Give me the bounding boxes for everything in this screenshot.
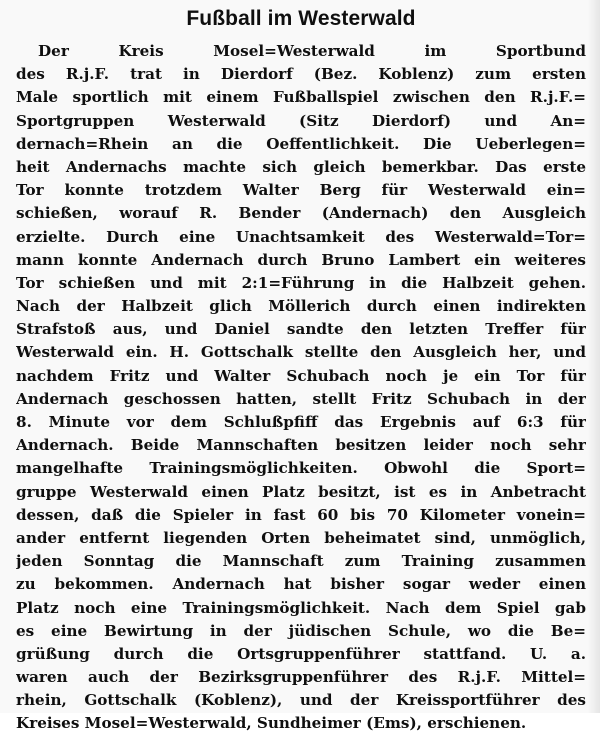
article-line-20: gruppe Westerwald einen Platz besitzt, ist es in Anbetracht [16, 482, 586, 501]
article-body [16, 40, 586, 736]
article-line-24: zu bekommen. Andernach hat bisher sogar weder einen [16, 575, 586, 594]
article-line-8: schießen, worauf R. Bender (Andernach) den Ausgleich [16, 204, 586, 223]
article-line-9: erzielte. Durch eine Unachtsamkeit des Westerwald=Tor= [16, 227, 586, 246]
article-line-29: rhein, Gottschalk (Koblenz), und der Kreissportführer des [16, 691, 586, 710]
article-line-25: Platz noch eine Trainingsmöglichkeit. Nach dem Spiel gab [16, 598, 586, 617]
article-line-17: 8. Minute vor dem Schlußpfiff das Ergebnis auf 6:3 für [16, 413, 586, 431]
article-line-5: dernach=Rhein an die Oeffentlichkeit. Die Ueberlegen= [16, 134, 586, 153]
article-line-26: es eine Bewirtung in der jüdischen Schule, wo die Be= [16, 621, 586, 640]
article-line-27: grüßung durch die Ortsgruppenführer stattfand. U. a. [16, 644, 586, 663]
article-line-14: Westerwald ein. H. Gottschalk stellte den Ausgleich her, und [16, 343, 586, 362]
article-line-7: Tor konnte trotzdem Walter Berg für Westerwald ein= [16, 181, 586, 200]
article-line-28: waren auch der Bezirksgruppenführer des R.j.F. Mittel= [16, 668, 586, 687]
article-line-13: Strafstoß aus, und Daniel sandte den letzten Treffer für [16, 320, 586, 339]
article-line-22: ander entfernt liegenden Orten beheimatet sind, unmöglich, [16, 528, 586, 547]
article-line-18: Andernach. Beide Mannschaften besitzen leider noch sehr [16, 436, 586, 455]
article-line-12: Nach der Halbzeit glich Möllerich durch einen indirekten [16, 297, 586, 316]
article-line-6: heit Andernachs machte sich gleich bemerkbar. Das erste [16, 157, 586, 176]
article-line-4: Sportgruppen Westerwald (Sitz Dierdorf) und An= [16, 111, 586, 130]
article-line-19: mangelhafte Trainingsmöglichkeiten. Obwohl die Sport= [16, 459, 586, 478]
article-line-21: dessen, daß die Spieler in fast 60 bis 70 Kilometer vonein= [16, 505, 586, 524]
article-line-3: Male sportlich mit einem Fußballspiel zwischen den R.j.F.= [16, 88, 586, 107]
article-line-23: jeden Sonntag die Mannschaft zum Training zusammen [16, 552, 586, 571]
article-line-1: Der Kreis Mosel=Westerwald im Sportbund [38, 42, 586, 60]
article-line-11: Tor schießen und mit 2:1=Führung in die Halbzeit gehen. [16, 273, 586, 292]
article-line-30: Kreises Mosel=Westerwald, Sundheimer (Ems), erschienen. [16, 714, 527, 733]
article-line-2: des R.j.F. trat in Dierdorf (Bez. Koblenz) zum ersten [16, 65, 586, 84]
article-line-16: Andernach geschossen hatten, stellt Fritz Schubach in der [16, 389, 586, 408]
article-line-15: nachdem Fritz und Walter Schubach noch je ein Tor für [16, 366, 586, 385]
article-line-10: mann konnte Andernach durch Bruno Lambert ein weiteres [16, 250, 586, 269]
article-headline: Fußball im Westerwald [186, 7, 416, 30]
